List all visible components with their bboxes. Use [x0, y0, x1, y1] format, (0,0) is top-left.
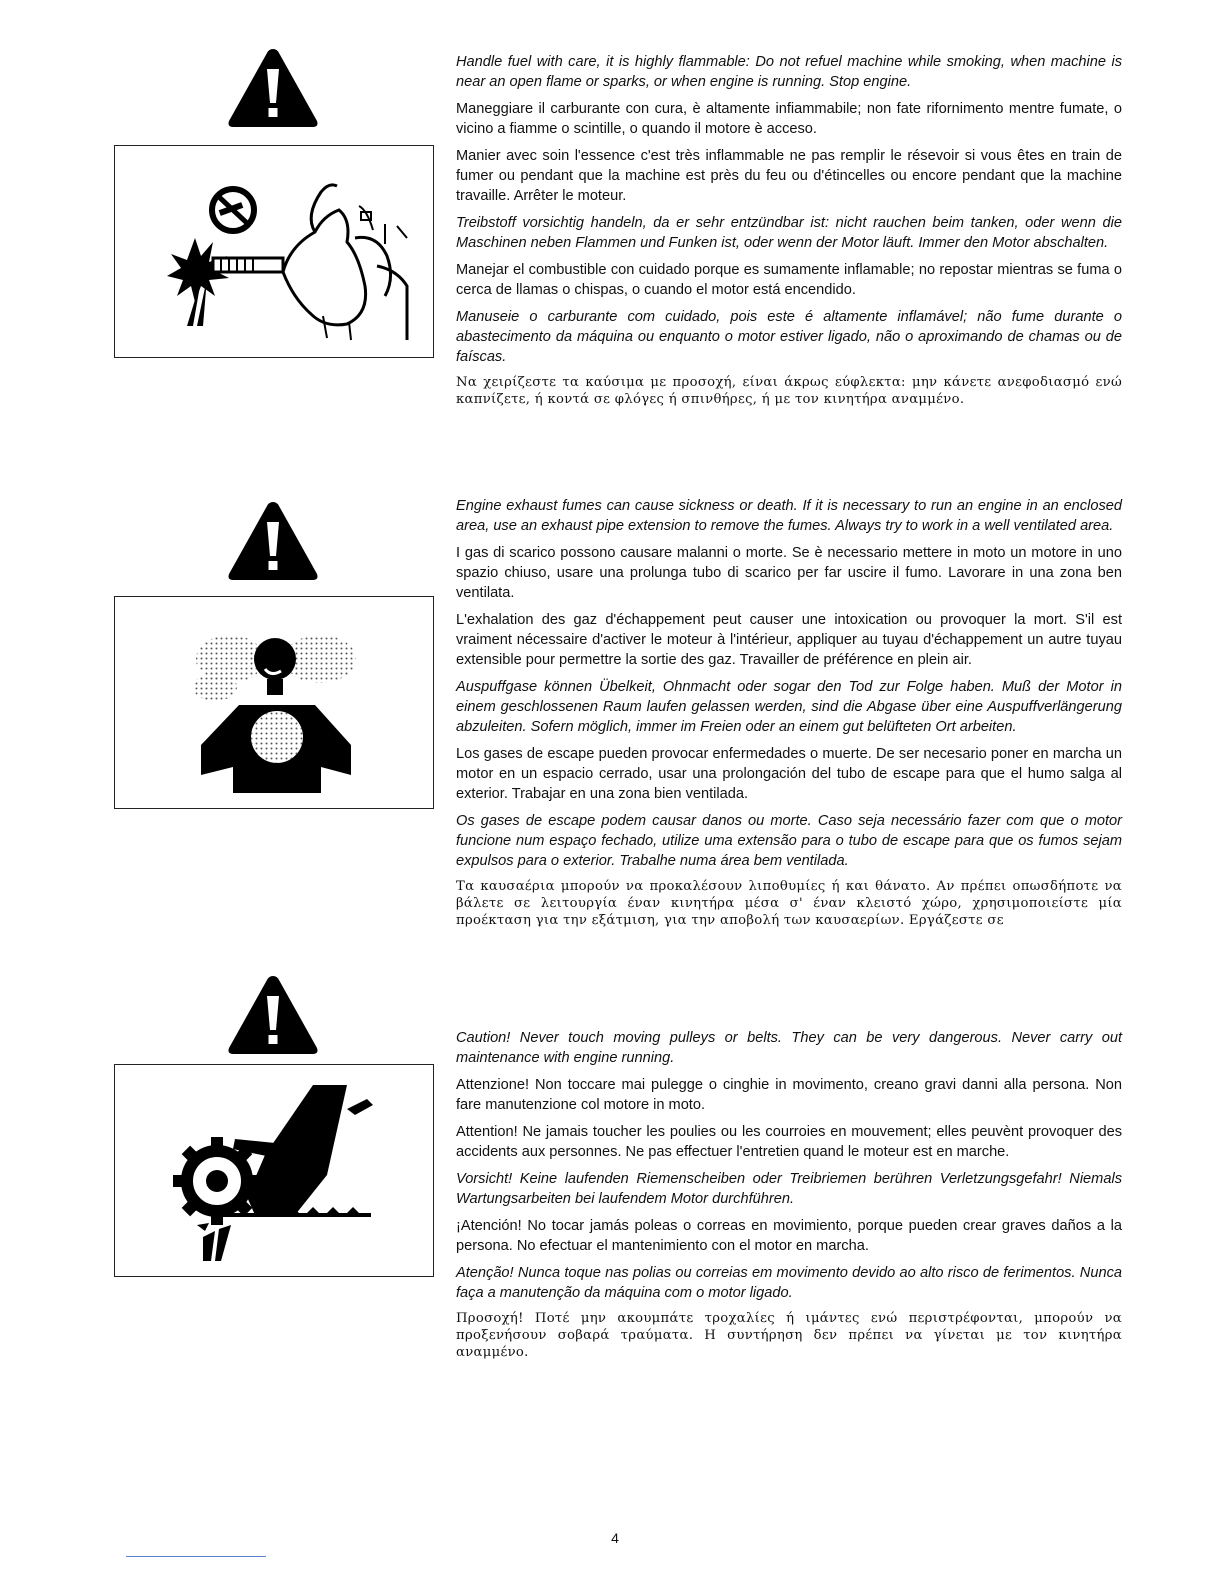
- warning-triangle-icon: [226, 45, 320, 131]
- pictogram-box: [114, 1064, 434, 1277]
- warning-text-es: Manejar el combustible con cuidado porque es sumamente inflamable; no repostar mientras se fuma o cerca de llamas o chispas, o cuando el motor está encendido.: [456, 262, 1122, 298]
- warning-text-fr: L'exhalation des gaz d'échappement peut causer une intoxication ou provoquer la mort. S'il est vraiment nécessaire d'activer le moteur à l'intérieur, appliquer au tuyau d'échappement un autre tuyau extensible pour permettre la sortie des gaz. Travailler de préférence en plein air.: [456, 612, 1122, 668]
- warning-text-de: Vorsicht! Keine laufenden Riemenscheiben oder Treibriemen berühren Verletzungsgefahr! Niemals Wartungsarbeiten bei laufendem Motor durchführen.: [456, 1171, 1122, 1207]
- warning-text-el: Να χειρίζεστε τα καύσιμα με προσοχή, είναι άκρως εύφλεκτα: μην κάνετε ανεφοδιασμό ενώ καπνίζετε, ή κοντά σε φλόγες ή σπινθήρες, ή με τον κινητήρα αναμμένο.: [456, 375, 1122, 407]
- warning-triangle-icon: [226, 498, 320, 584]
- warning-text-en: Caution! Never touch moving pulleys or belts. They can be very dangerous. Never carry out maintenance with engine running.: [456, 1030, 1122, 1066]
- warning-text-el: Τα καυσαέρια μπορούν να προκαλέσουν λιποθυμίες ή και θάνατο. Αν πρέπει οπωσδήποτε να βάλετε σε λειτουργία έναν κινητήρα μέσα σ' έναν κλειστό χώρο, χρησιμοποιείστε μία προέκταση για την εξάτμιση, για την αποβολή των καυσαερίων. Εργάζεστε σε: [456, 879, 1122, 928]
- warning-text-en: Handle fuel with care, it is highly flammable: Do not refuel machine while smoking, when machine is near an open flame or sparks, or when engine is running. Stop engine.: [456, 54, 1122, 90]
- text-column: [456, 496, 1122, 936]
- warning-text-es: Los gases de escape pueden provocar enfermedades o muerte. De ser necesario poner en marcha un motor en un espacio cerrado, usar una prolongación del tubo de escape para que el humo salga al exterior. Trabajar en una zona bien ventilada.: [456, 746, 1122, 802]
- no-smoking-refuel-icon: [115, 146, 433, 357]
- warning-text-de: Treibstoff vorsichtig handeln, da er sehr entzündbar ist: nicht rauchen beim tanken, oder wenn die Maschinen neben Flammen und Funken ist, oder wenn der Motor läuft. Immer den Motor abschalten.: [456, 215, 1122, 251]
- footer-divider: [126, 1556, 266, 1557]
- warning-text-it: Attenzione! Non toccare mai pulegge o cinghie in movimento, creano gravi danni alla persona. Non fare manutenzione col motore in moto.: [456, 1077, 1122, 1113]
- warning-text-it: I gas di scarico possono causare malanni o morte. Se è necessario mettere in moto un motore in uno spazio chiuso, usare una prolunga tubo di scarico per far uscire il fumo. Lavorare in una zona ben ventilata.: [456, 545, 1122, 601]
- warning-triangle-icon: [226, 972, 320, 1058]
- warning-text-pt: Os gases de escape podem causar danos ou morte. Caso seja necessário fazer com que o motor funcione num espaço fechado, utilize uma extensão para o tubo de escape para que os fumos sejam expulsos para o exterior. Trabalhe numa área bem ventilada.: [456, 813, 1122, 869]
- text-column: [456, 1028, 1122, 1368]
- pictogram-box: [114, 596, 434, 809]
- warning-text-pt: Manuseie o carburante com cuidado, pois este é altamente inflamável; não fume durante o abastecimento da máquina ou enquanto o motor estiver ligado, não o aproximando de chamas ou de faíscas.: [456, 309, 1122, 365]
- page-number: 4: [611, 1530, 619, 1546]
- warning-text-es: ¡Atención! No tocar jamás poleas o correas en movimiento, porque pueden crear graves daños a la persona. No efectuar el mantenimiento con el motor en marcha.: [456, 1218, 1122, 1254]
- text-column: [456, 52, 1122, 415]
- pictogram-box: [114, 145, 434, 358]
- warning-text-it: Maneggiare il carburante con cura, è altamente infiammabile; non fate rifornimento mentre fumate, o vicino a fiamme o scintille, o quando il motore è acceso.: [456, 101, 1122, 137]
- warning-text-pt: Atenção! Nunca toque nas polias ou correias em movimento devido ao alto risco de ferimentos. Nunca faça a manutenção da máquina com o motor ligado.: [456, 1265, 1122, 1301]
- warning-text-de: Auspuffgase können Übelkeit, Ohnmacht oder sogar den Tod zur Folge haben. Muß der Motor in einem geschlossenen Raum laufen gelassen werden, sind die Abgase über eine Auspuffverlängerung abzuleiten. Sofern möglich, immer im Freien oder an einem gut belüfteten Ort arbeiten.: [456, 679, 1122, 735]
- warning-text-en: Engine exhaust fumes can cause sickness or death. If it is necessary to run an engine in an enclosed area, use an exhaust pipe extension to remove the fumes. Always try to work in a well ventilated area.: [456, 498, 1122, 534]
- warning-text-el: Προσοχή! Ποτέ μην ακουμπάτε τροχαλίες ή ιμάντες ενώ περιστρέφονται, μπορούν να προξενήσουν σοβαρά τραύματα. Η συντήρηση δεν πρέπει να γίνεται με τον κινητήρα αναμμένο.: [456, 1311, 1122, 1360]
- moving-pulley-hand-icon: [115, 1065, 433, 1276]
- warning-text-fr: Manier avec soin l'essence c'est très inflammable ne pas remplir le résevoir si vous êtes en train de fumer ou pendant que la machine est près du feu ou d'étincelles ou encore pendant que la machine travaille. Arrêter le moteur.: [456, 148, 1122, 204]
- warning-text-fr: Attention! Ne jamais toucher les poulies ou les courroies en mouvement; elles peuvènt provoquer des accidents aux personnes. Ne pas effectuer l'entretien quand le moteur est en marche.: [456, 1124, 1122, 1160]
- toxic-fumes-icon: [115, 597, 433, 808]
